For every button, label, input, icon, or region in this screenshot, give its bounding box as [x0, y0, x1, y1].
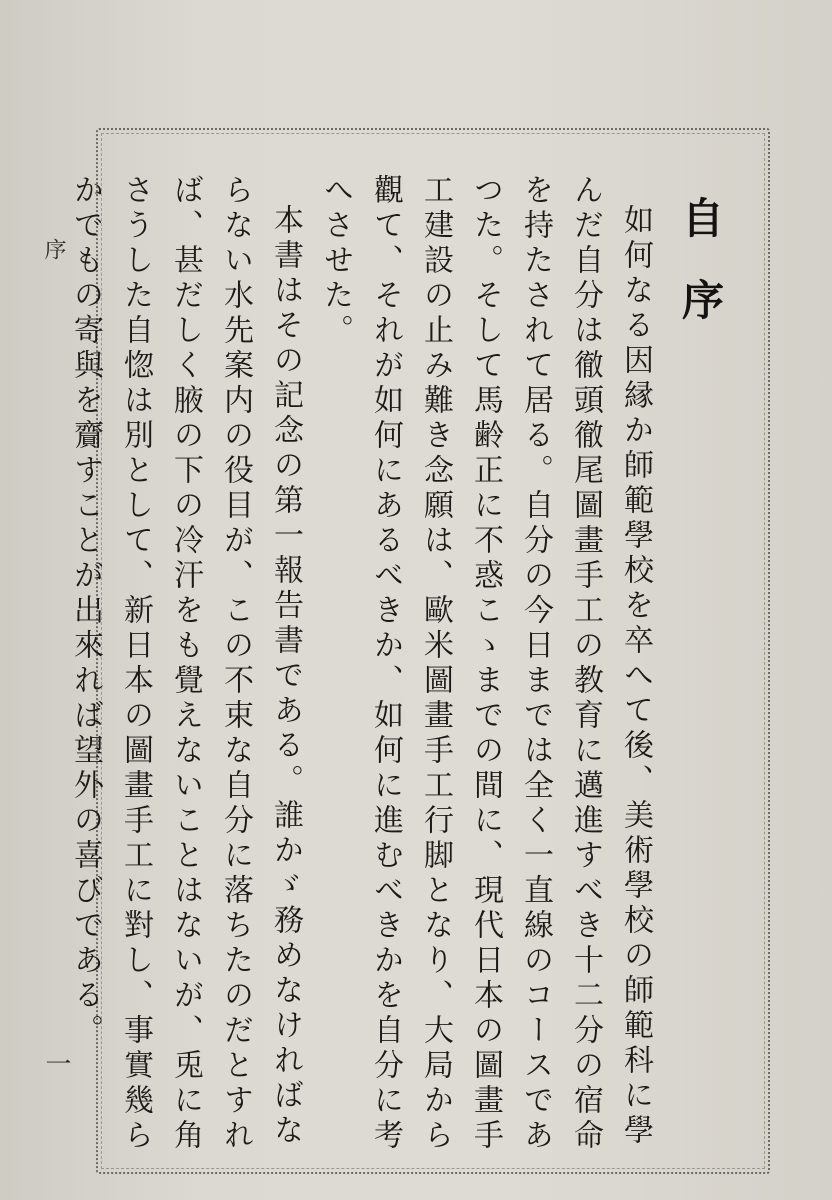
paragraph-2: 本書はその記念の第一報告書である。誰かゞ務めなければならない水先案内の役目が、この不束な自分に落ちたのだとすれば、甚だしく腋の下の冷汗をも覺えないことはないが、兎に角さうした自惚は別として、新日本の圖畫手工に對し、事實幾らかでもの寄與を齎すことが出來れば望外の喜びである。	[68, 174, 303, 1154]
page-title: 自序	[676, 196, 725, 360]
preface-body	[60, 174, 660, 1154]
page-number: 一	[41, 1050, 71, 1076]
paragraph-1: 如何なる因縁か師範學校を卒へて後、美術學校の師範科に學んだ自分は徹頭徹尾圖畫手工の教育に邁進すべき十二分の宿命を持たされて居る。自分の今日までは全く一直線のコースであつた。そして馬齢正に不惑こゝまでの間に、現代日本の圖畫手工建設の止み難き念願は、歐米圖畫手工行脚となり、大局から觀て、それが如何にあるべきか、如何に進むべきかを自分に考へさせた。	[318, 174, 653, 1154]
running-header: 序	[41, 238, 66, 260]
